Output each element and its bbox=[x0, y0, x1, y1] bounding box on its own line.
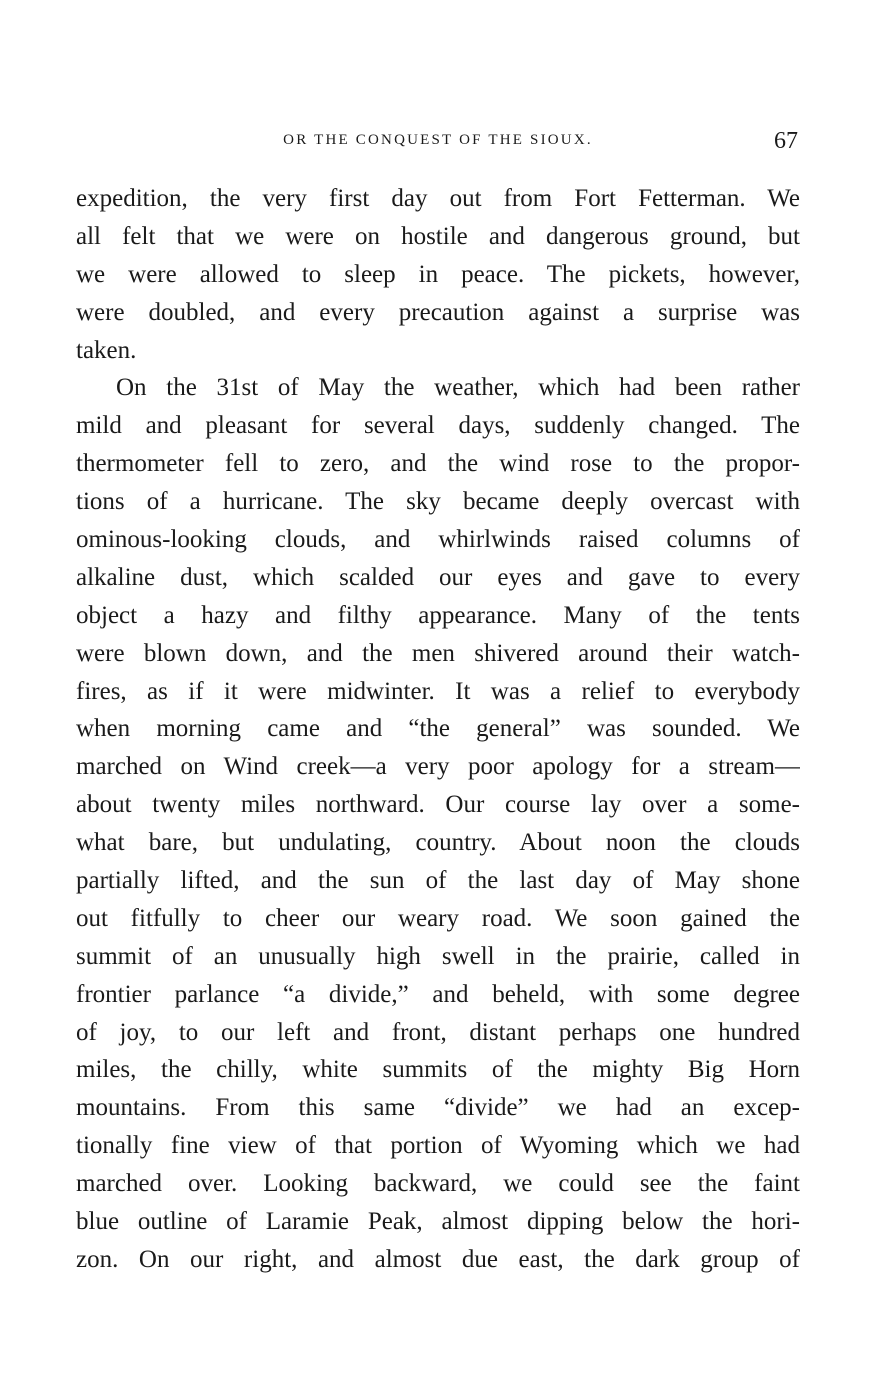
text-line: marched over. Looking backward, we could see the faint bbox=[76, 1170, 800, 1198]
body-text bbox=[76, 180, 800, 1279]
text-line: we were allowed to sleep in peace. The pickets, however, bbox=[76, 260, 800, 288]
text-line: were blown down, and the men shivered around their watch- bbox=[76, 639, 800, 667]
text-line: fires, as if it were midwinter. It was a relief to everybody bbox=[76, 677, 800, 705]
text-line: tions of a hurricane. The sky became deeply overcast with bbox=[76, 488, 800, 516]
text-line: frontier parlance “a divide,” and beheld, with some degree bbox=[76, 980, 800, 1008]
paragraph-start-line: On the 31st of May the weather, which had been rather bbox=[116, 374, 800, 402]
page-number: 67 bbox=[774, 128, 798, 154]
text-line: what bare, but undulating, country. About noon the clouds bbox=[76, 829, 800, 857]
text-line: zon. On our right, and almost due east, the dark group of bbox=[76, 1245, 800, 1273]
text-line: alkaline dust, which scalded our eyes and gave to every bbox=[76, 563, 800, 591]
running-head bbox=[76, 128, 800, 158]
text-line: out fitfully to cheer our weary road. We soon gained the bbox=[76, 904, 800, 932]
text-line: miles, the chilly, white summits of the mighty Big Horn bbox=[76, 1056, 800, 1084]
text-line: mild and pleasant for several days, suddenly changed. The bbox=[76, 412, 800, 440]
text-line: object a hazy and filthy appearance. Many of the tents bbox=[76, 601, 800, 629]
text-line: mountains. From this same “divide” we had an excep- bbox=[76, 1094, 800, 1122]
text-line: summit of an unusually high swell in the prairie, called in bbox=[76, 942, 800, 970]
text-line: all felt that we were on hostile and dangerous ground, but bbox=[76, 222, 800, 250]
text-line: tionally fine view of that portion of Wyoming which we had bbox=[76, 1132, 800, 1160]
text-line: marched on Wind creek—a very poor apology for a stream— bbox=[76, 753, 800, 781]
text-line: blue outline of Laramie Peak, almost dipping below the hori- bbox=[76, 1208, 800, 1236]
text-line: taken. bbox=[76, 336, 137, 364]
text-line: when morning came and “the general” was sounded. We bbox=[76, 715, 800, 743]
text-line: expedition, the very first day out from Fort Fetterman. We bbox=[76, 185, 800, 212]
text-line: were doubled, and every precaution against a surprise was bbox=[76, 298, 800, 326]
text-line: partially lifted, and the sun of the last day of May shone bbox=[76, 867, 800, 895]
text-line: thermometer fell to zero, and the wind rose to the propor- bbox=[76, 450, 800, 478]
text-line: about twenty miles northward. Our course lay over a some- bbox=[76, 791, 800, 819]
text-line: ominous-looking clouds, and whirlwinds raised columns of bbox=[76, 526, 800, 554]
running-title: OR THE CONQUEST OF THE SIOUX. bbox=[283, 132, 593, 148]
text-line: of joy, to our left and front, distant perhaps one hundred bbox=[76, 1018, 800, 1046]
